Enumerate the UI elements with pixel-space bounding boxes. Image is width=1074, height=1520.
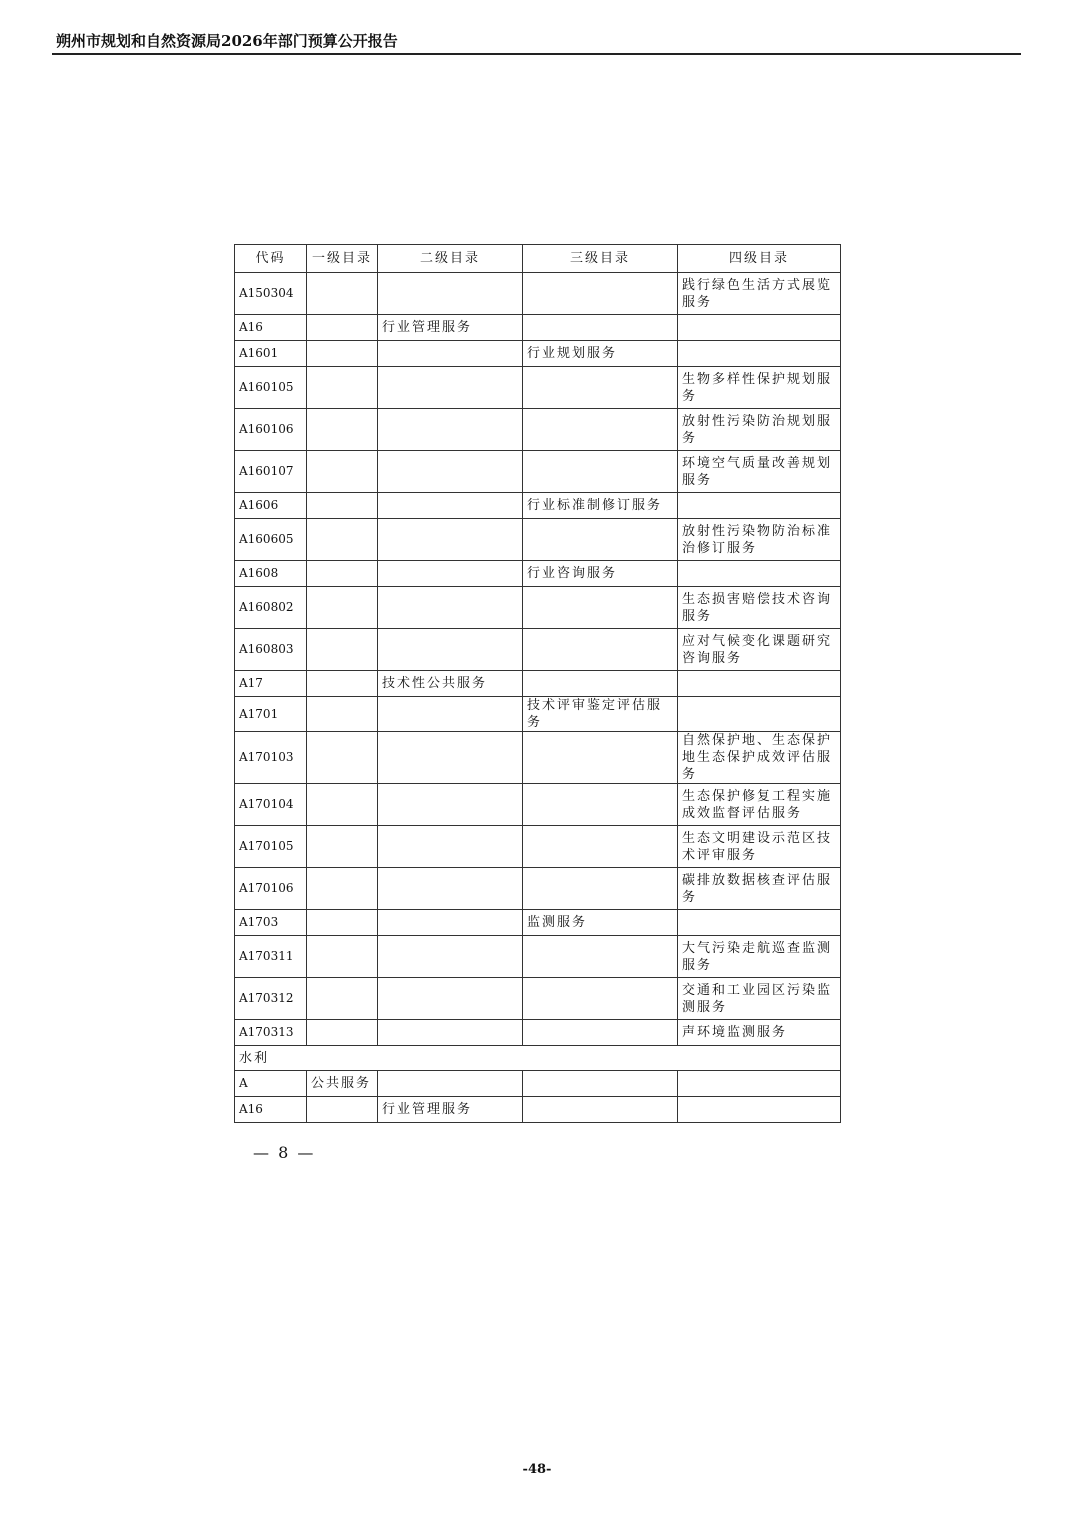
cell-level4 <box>678 697 841 732</box>
cell-level3 <box>523 367 678 409</box>
cell-level1 <box>307 1097 378 1123</box>
header-level2: 二级目录 <box>378 245 523 273</box>
header-level3: 三级目录 <box>523 245 678 273</box>
cell-level3 <box>523 1020 678 1046</box>
header-level1: 一级目录 <box>307 245 378 273</box>
cell-code: A160107 <box>235 451 307 493</box>
page-number: -48- <box>522 1462 552 1477</box>
table-row <box>235 697 841 732</box>
cell-level3: 行业标准制修订服务 <box>523 493 678 519</box>
cell-level2 <box>378 978 523 1020</box>
table-row <box>235 367 841 409</box>
cell-level3 <box>523 451 678 493</box>
table-header-row <box>235 245 841 273</box>
cell-level3 <box>523 629 678 671</box>
table-row <box>235 1020 841 1046</box>
cell-level2 <box>378 561 523 587</box>
cell-level4 <box>678 1071 841 1097</box>
cell-level4: 生态保护修复工程实施成效监督评估服务 <box>678 784 841 826</box>
cell-code: A <box>235 1071 307 1097</box>
cell-code: A170103 <box>235 732 307 784</box>
cell-level3 <box>523 732 678 784</box>
header-level4: 四级目录 <box>678 245 841 273</box>
cell-level4: 践行绿色生活方式展览服务 <box>678 273 841 315</box>
table-row <box>235 315 841 341</box>
table-row <box>235 868 841 910</box>
cell-code: A170313 <box>235 1020 307 1046</box>
cell-level2 <box>378 519 523 561</box>
cell-level4 <box>678 561 841 587</box>
cell-code: A16 <box>235 1097 307 1123</box>
cell-level3 <box>523 315 678 341</box>
cell-code: A17 <box>235 671 307 697</box>
cell-level2: 技术性公共服务 <box>378 671 523 697</box>
cell-level1 <box>307 671 378 697</box>
cell-level1 <box>307 493 378 519</box>
cell-level3: 监测服务 <box>523 910 678 936</box>
cell-level3 <box>523 409 678 451</box>
cell-level2 <box>378 273 523 315</box>
cell-level3 <box>523 1097 678 1123</box>
cell-level2 <box>378 868 523 910</box>
table-row <box>235 493 841 519</box>
cell-code: A160105 <box>235 367 307 409</box>
cell-level3 <box>523 273 678 315</box>
cell-code: A160803 <box>235 629 307 671</box>
cell-level4: 应对气候变化课题研究咨询服务 <box>678 629 841 671</box>
cell-level4 <box>678 1097 841 1123</box>
cell-level2 <box>378 367 523 409</box>
cell-level4 <box>678 671 841 697</box>
cell-level4: 生态损害赔偿技术咨询服务 <box>678 587 841 629</box>
header-divider <box>52 53 1021 55</box>
cell-level1 <box>307 910 378 936</box>
cell-level1 <box>307 587 378 629</box>
cell-level1: 公共服务 <box>307 1071 378 1097</box>
cell-level1 <box>307 341 378 367</box>
cell-level2 <box>378 629 523 671</box>
cell-level2 <box>378 493 523 519</box>
page-header-title: 朔州市规划和自然资源局2026年部门预算公开报告 <box>56 32 398 50</box>
cell-code: A170312 <box>235 978 307 1020</box>
table-row <box>235 273 841 315</box>
cell-level4: 碳排放数据核查评估服务 <box>678 868 841 910</box>
cell-code: A170311 <box>235 936 307 978</box>
cell-level3 <box>523 671 678 697</box>
cell-code: A170104 <box>235 784 307 826</box>
cell-code: A160802 <box>235 587 307 629</box>
cell-level3: 技术评审鉴定评估服务 <box>523 697 678 732</box>
cell-level2: 行业管理服务 <box>378 1097 523 1123</box>
table-row <box>235 826 841 868</box>
cell-code: A160605 <box>235 519 307 561</box>
cell-code: A150304 <box>235 273 307 315</box>
cell-level2 <box>378 451 523 493</box>
cell-level4: 放射性污染防治规划服务 <box>678 409 841 451</box>
cell-level2 <box>378 936 523 978</box>
cell-level3 <box>523 587 678 629</box>
cell-level3 <box>523 936 678 978</box>
table-row <box>235 784 841 826</box>
cell-level3 <box>523 826 678 868</box>
cell-level1 <box>307 629 378 671</box>
table-row <box>235 341 841 367</box>
cell-level4: 自然保护地、生态保护地生态保护成效评估服务 <box>678 732 841 784</box>
cell-level1 <box>307 697 378 732</box>
cell-level1 <box>307 367 378 409</box>
cell-level1 <box>307 1020 378 1046</box>
cell-level4: 声环境监测服务 <box>678 1020 841 1046</box>
cell-level3: 行业咨询服务 <box>523 561 678 587</box>
cell-level1 <box>307 978 378 1020</box>
cell-level1 <box>307 826 378 868</box>
cell-level4 <box>678 315 841 341</box>
table-row <box>235 587 841 629</box>
cell-code: A170105 <box>235 826 307 868</box>
cell-level4: 大气污染走航巡查监测服务 <box>678 936 841 978</box>
table-row <box>235 409 841 451</box>
cell-level2 <box>378 732 523 784</box>
cell-code: A1703 <box>235 910 307 936</box>
cell-level4 <box>678 910 841 936</box>
cell-level2 <box>378 409 523 451</box>
cell-level2 <box>378 784 523 826</box>
cell-level4 <box>678 341 841 367</box>
table-row <box>235 732 841 784</box>
cell-level2 <box>378 587 523 629</box>
cell-code: A1606 <box>235 493 307 519</box>
cell-level1 <box>307 561 378 587</box>
cell-level4 <box>678 493 841 519</box>
cell-code: A1701 <box>235 697 307 732</box>
cell-level1 <box>307 409 378 451</box>
cell-level2 <box>378 697 523 732</box>
cell-level2: 行业管理服务 <box>378 315 523 341</box>
cell-level2 <box>378 1020 523 1046</box>
table-row <box>235 561 841 587</box>
cell-level1 <box>307 451 378 493</box>
cell-level4: 交通和工业园区污染监测服务 <box>678 978 841 1020</box>
table-row <box>235 451 841 493</box>
cell-level1 <box>307 732 378 784</box>
cell-level3 <box>523 519 678 561</box>
cell-level3 <box>523 868 678 910</box>
cell-level1 <box>307 519 378 561</box>
cell-level2 <box>378 341 523 367</box>
catalog-table <box>234 244 841 1123</box>
cell-level4: 生物多样性保护规划服务 <box>678 367 841 409</box>
cell-level2 <box>378 910 523 936</box>
table-row <box>235 978 841 1020</box>
cell-level3 <box>523 1071 678 1097</box>
cell-level4: 生态文明建设示范区技术评审服务 <box>678 826 841 868</box>
cell-level4: 环境空气质量改善规划服务 <box>678 451 841 493</box>
cell-level1 <box>307 868 378 910</box>
section-row <box>235 1046 841 1071</box>
cell-level3: 行业规划服务 <box>523 341 678 367</box>
cell-level1 <box>307 273 378 315</box>
table-row <box>235 1071 841 1097</box>
table-row <box>235 519 841 561</box>
cell-level1 <box>307 784 378 826</box>
cell-code: A1601 <box>235 341 307 367</box>
cell-code: A160106 <box>235 409 307 451</box>
inner-page-number: — 8 — <box>253 1143 316 1162</box>
cell-level1 <box>307 936 378 978</box>
cell-code: A1608 <box>235 561 307 587</box>
table-row <box>235 671 841 697</box>
cell-level3 <box>523 978 678 1020</box>
cell-level2 <box>378 826 523 868</box>
cell-level1 <box>307 315 378 341</box>
table-row <box>235 910 841 936</box>
section-label: 水利 <box>235 1046 841 1071</box>
cell-level2 <box>378 1071 523 1097</box>
cell-code: A16 <box>235 315 307 341</box>
table-row <box>235 936 841 978</box>
cell-level3 <box>523 784 678 826</box>
cell-code: A170106 <box>235 868 307 910</box>
table-row <box>235 629 841 671</box>
header-code: 代码 <box>235 245 307 273</box>
table-row <box>235 1097 841 1123</box>
cell-level4: 放射性污染物防治标准治修订服务 <box>678 519 841 561</box>
